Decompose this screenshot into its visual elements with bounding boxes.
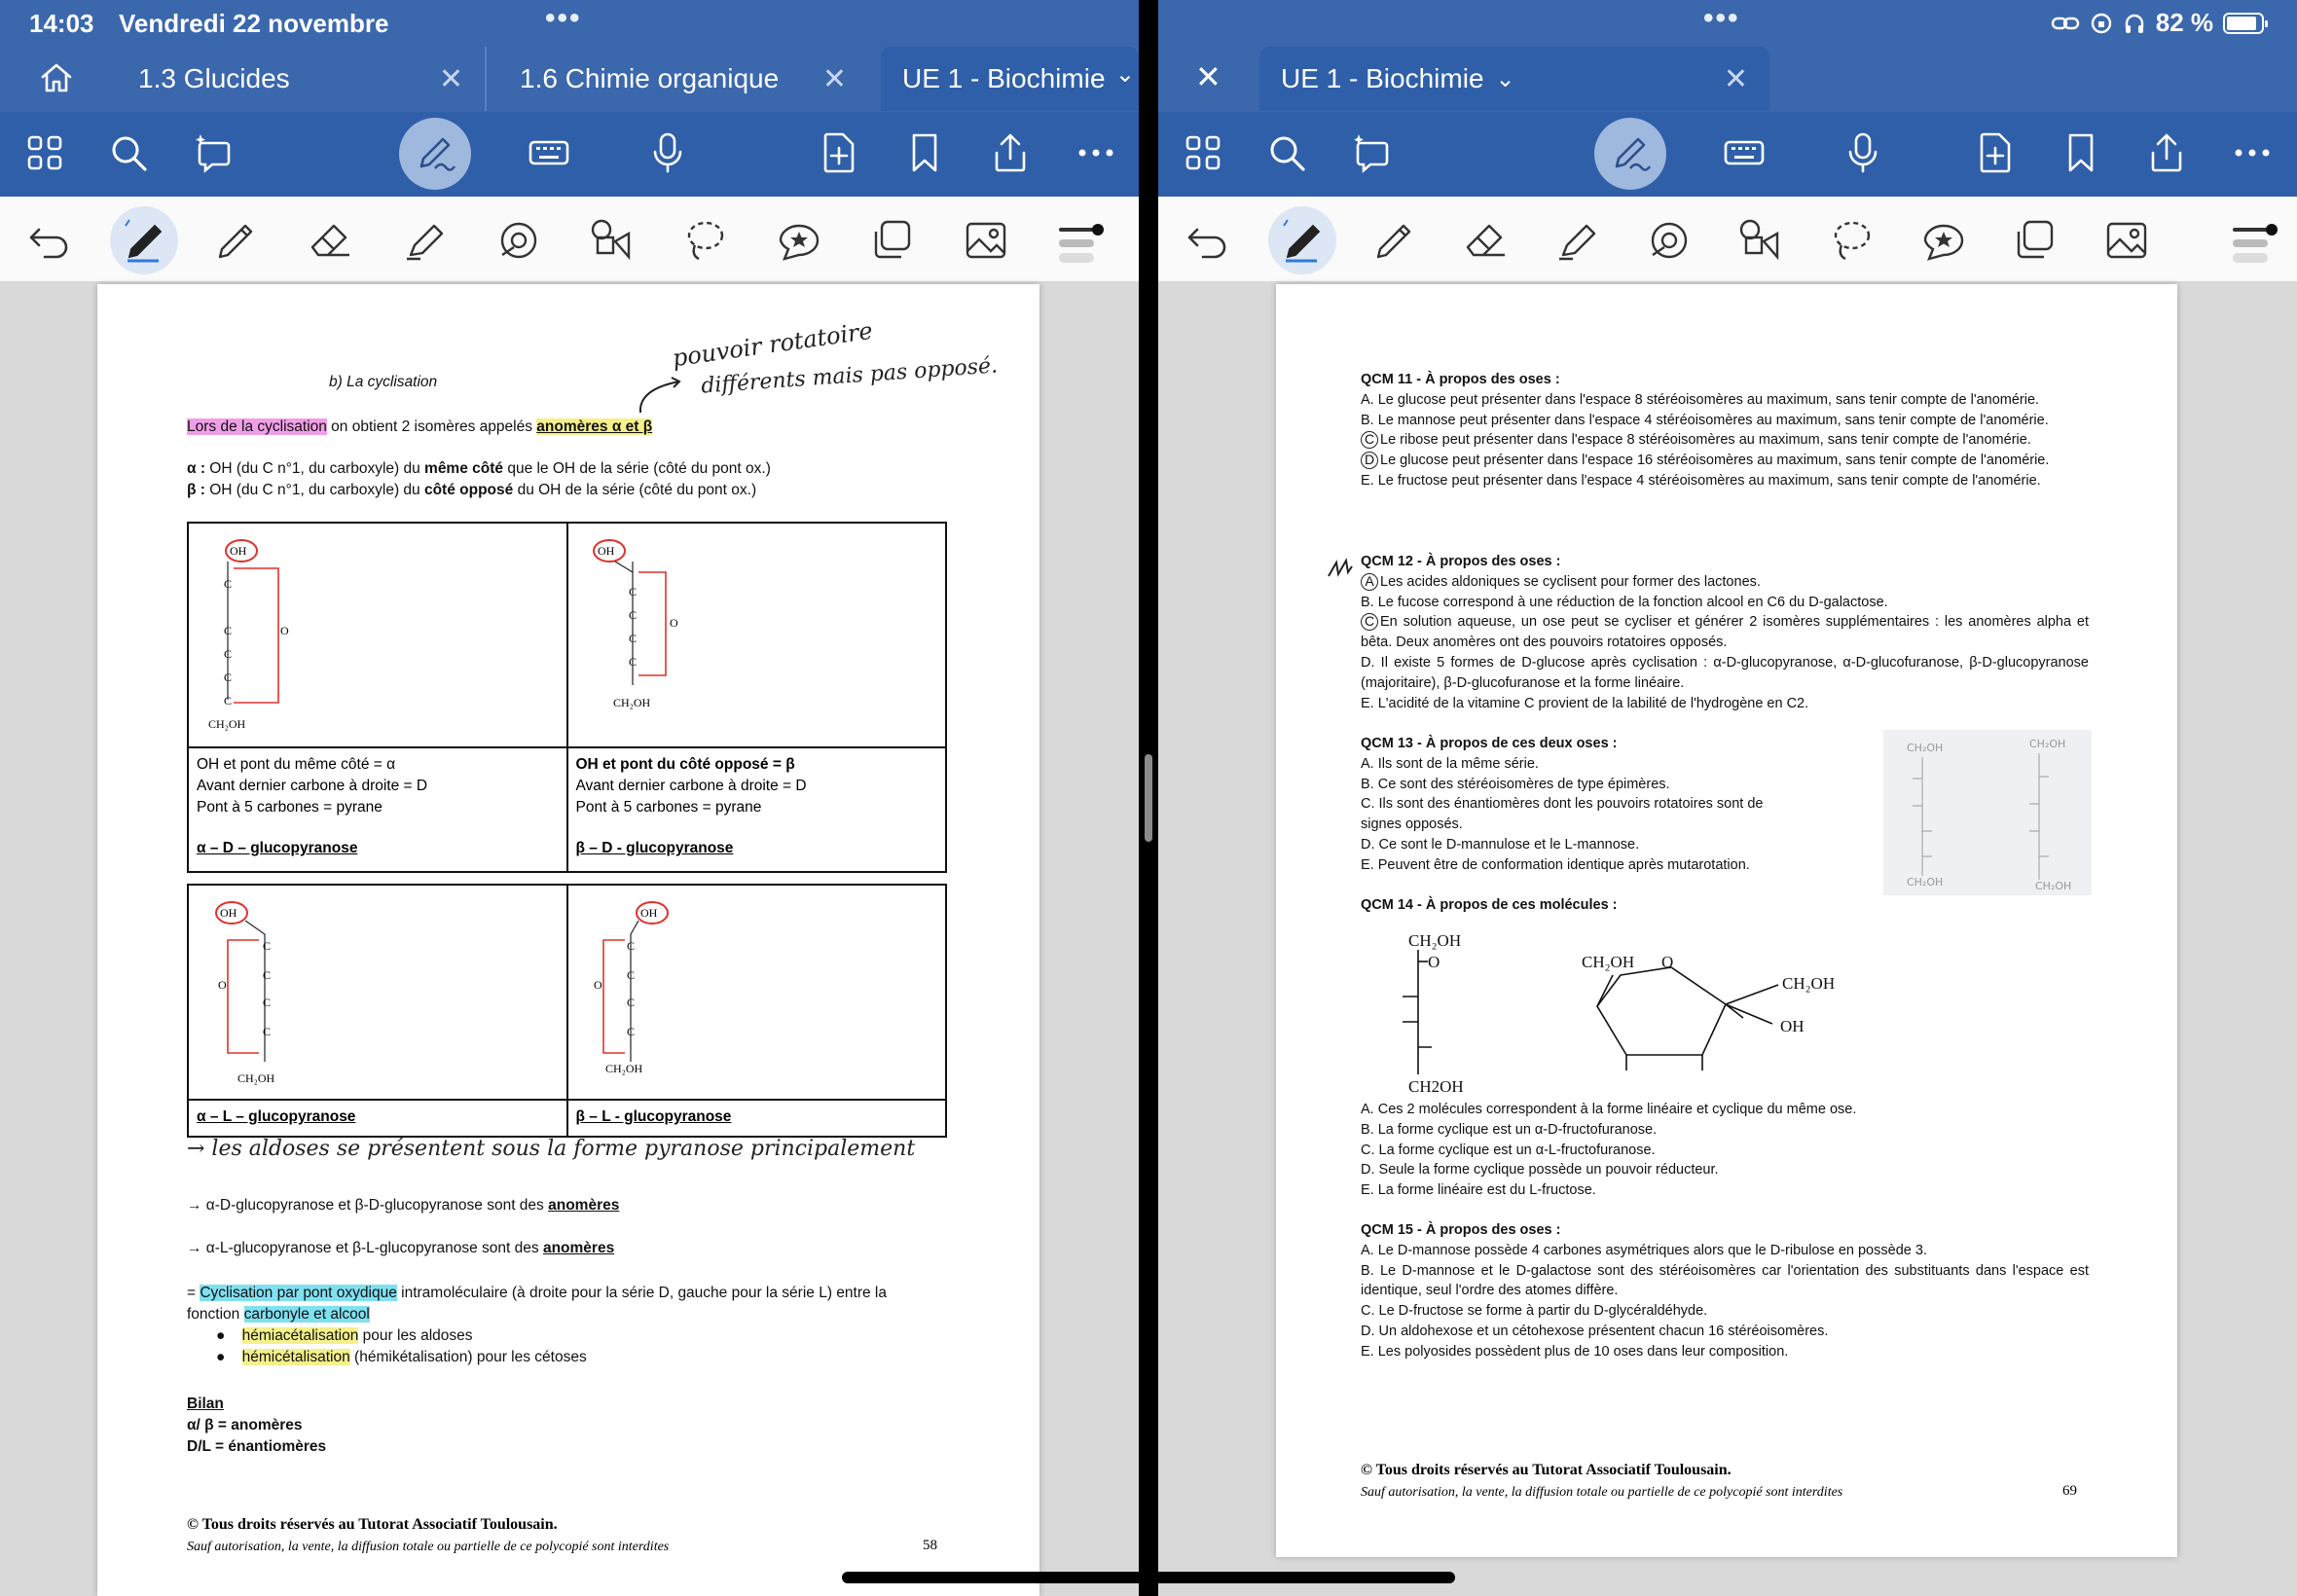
molecule-label: CH2OH: [1408, 1077, 1464, 1096]
structure-c-label: C: [224, 624, 233, 637]
multitask-dots-icon[interactable]: •••: [545, 2, 582, 34]
beta-text-2: du OH de la série (côté du pont ox.): [513, 482, 757, 498]
chevron-down-icon[interactable]: ⌄: [1495, 65, 1515, 92]
structure-c-label: C: [628, 632, 637, 645]
right-tab-bar: [1158, 47, 2297, 111]
qcm-title: QCM 12 - À propos des oses :: [1361, 554, 1561, 569]
structure-c-label: C: [626, 996, 635, 1009]
pen-style-icon[interactable]: [1055, 216, 1104, 265]
beta-d-structure-cell: [567, 523, 947, 747]
alpha-l-structure: [197, 891, 333, 1086]
qcm-option: [1361, 430, 2089, 451]
structure-c-label: C: [628, 608, 637, 622]
beta-definition: [187, 482, 756, 499]
anomeres-l-text: → α-L-glucopyranose et β-L-glucopyranose sont des: [187, 1240, 543, 1256]
close-icon[interactable]: ✕: [438, 63, 463, 95]
qcm-option: B. La forme cyclique est un α-D-fructofuranose.: [1361, 1121, 1658, 1138]
handwritten-note-rotatoire: pouvoir rotatoire: [671, 316, 875, 373]
keyboard-icon[interactable]: [528, 131, 570, 174]
footer-notice: Sauf autorisation, la vente, la diffusion totale ou partielle de ce polycopié sont interdites: [1361, 1485, 1843, 1500]
bilan-title: Bilan: [187, 1396, 224, 1412]
lasso-icon[interactable]: [1828, 216, 1877, 265]
structure-o-label: O: [669, 616, 678, 630]
structure-ch2oh-label: CH₂OH: [2035, 880, 2072, 892]
qcm-option: E. Peuvent être de conformation identique après mutarotation.: [1361, 856, 1750, 873]
cell-b-line2: Avant dernier carbone à droite = D: [575, 778, 807, 794]
bullet2-highlight: hémicétalisation: [241, 1349, 350, 1365]
qcm-option: E. L'acidité de la vitamine C provient de la labilité de l'hydrogène en C2.: [1361, 695, 1809, 711]
cycl-rest: intramoléculaire (à droite pour la série D, gauche pour la série L) entre la: [396, 1285, 887, 1301]
cell-a-line2: Avant dernier carbone à droite = D: [197, 778, 428, 794]
qcm-option-text: Les acides aldoniques se cyclisent pour former des lactones.: [1380, 573, 1761, 590]
shapes-tool-icon[interactable]: [588, 216, 637, 265]
search-icon[interactable]: [1265, 131, 1308, 174]
status-indicators: [2051, 8, 2264, 38]
circled-answer: C: [1361, 431, 1378, 449]
right-drawing-toolbar: [1158, 197, 2297, 282]
pen-icon: [1609, 131, 1652, 174]
close-icon[interactable]: ✕: [1195, 59, 1221, 94]
undo-icon[interactable]: [25, 216, 74, 265]
qcm-title: QCM 11 - À propos des oses :: [1361, 372, 1560, 387]
structure-c-label: C: [626, 968, 635, 982]
l-glucopyranose-table: [187, 884, 947, 1138]
undo-icon[interactable]: [1184, 216, 1232, 265]
structure-ch2oh-label: CH₂OH: [1907, 876, 1944, 889]
structure-o-label: O: [593, 978, 602, 992]
structure-c-label: C: [224, 694, 233, 707]
grid-icon[interactable]: [1182, 131, 1224, 174]
qcm14-title: QCM 14 - À propos de ces molécules :: [1361, 897, 1618, 913]
left-pane: [0, 0, 1139, 1596]
anomeres-line-d: [187, 1197, 619, 1215]
anomeres-word: anomères: [548, 1197, 620, 1214]
structure-ch2oh-label: CH₂OH: [1907, 742, 1944, 754]
molecule-label: CH₂OH: [1782, 974, 1836, 993]
pencil-icon[interactable]: [212, 216, 261, 265]
cycl-line2-highlight: carbonyle et alcool: [243, 1306, 370, 1323]
cycl-highlight: Cyclisation par pont oxydique: [200, 1285, 397, 1301]
circled-answer: C: [1361, 613, 1378, 631]
structure-c-label: C: [224, 577, 233, 591]
qcm-option: A. Le glucose peut présenter dans l'espace 8 stéréoisomères au maximum, sans tenir compte de l'anomérie.: [1361, 391, 2040, 408]
left-document-page[interactable]: [97, 284, 1039, 1596]
anomeres-line-l: [187, 1240, 614, 1257]
cell-c-name: α – L – glucopyranose: [188, 1100, 567, 1137]
structure-c-label: C: [626, 939, 635, 953]
structure-c-label: C: [626, 1025, 635, 1038]
bullet2-rest: (hémikétalisation) pour les cétoses: [349, 1349, 587, 1365]
qcm14-molecules-diagram: [1393, 928, 1836, 1096]
qcm13-molecules-image: [1883, 730, 2092, 895]
right-app-header: [1158, 0, 2297, 197]
bilan-line1: α/ β = anomères: [187, 1417, 303, 1433]
qcm-option: D. Il existe 5 formes de D-glucose après cyclisation : α-D-glucopyranose, α-D-glucofuranose, β-D-glucopyranose (majoritaire), β-D-glucofuranose et la forme linéaire.: [1361, 654, 2089, 691]
cell-d-name: β – L - glucopyranose: [567, 1100, 947, 1137]
qcm-option: B. Le D-mannose et le D-galactose sont des stéréoisomères car l'orientation des substituants dans l'espace est identique, seul l'ordre des atomes diffère.: [1361, 1262, 2089, 1299]
molecule-label: O: [1661, 953, 1674, 971]
qcm-15: [1361, 1220, 2089, 1362]
qcm-option: D. Seule la forme cyclique possède un pouvoir réducteur.: [1361, 1162, 1719, 1179]
cell-b-line3: Pont à 5 carbones = pyrane: [575, 799, 762, 816]
hemiacetal-list: [216, 1325, 587, 1368]
beta-bold: côté opposé: [423, 482, 514, 498]
left-main-toolbar: [0, 112, 1139, 197]
qcm-option: B. Le fucose correspond à une réduction de la fonction alcool en C6 du D-galactose.: [1361, 594, 1888, 610]
structure-c-label: C: [263, 939, 272, 953]
cell-b-name: β – D - glucopyranose: [575, 840, 734, 856]
pen-tool-icon: [120, 216, 168, 265]
beta-l-structure-cell: [567, 885, 947, 1100]
bilan-line2: D/L = énantiomères: [187, 1438, 327, 1455]
qcm-option: C. Le D-fructose se forme à partir du D-glycéraldéhyde.: [1361, 1303, 1708, 1320]
tab-label: UE 1 - Biochimie: [1281, 63, 1484, 93]
cell-b-line1: OH et pont du côté opposé = β: [575, 756, 795, 773]
cyclisation-paragraph: [187, 1283, 956, 1325]
home-indicator[interactable]: [842, 1572, 1455, 1583]
page-number: 69: [2062, 1483, 2077, 1499]
add-page-icon[interactable]: [818, 131, 860, 174]
home-icon[interactable]: [39, 60, 74, 95]
alpha-l-structure-cell: [188, 885, 567, 1100]
structure-oh-label: OH: [220, 906, 237, 920]
sticker-icon[interactable]: [775, 216, 823, 265]
qcm-option-text: Le glucose peut présenter dans l'espace 16 stéréoisomères au maximum, sans tenir compte de l'anomérie.: [1380, 453, 2050, 469]
list-item: ● hémiacétalisation pour les aldoses: [216, 1327, 473, 1344]
ai-assistant-icon[interactable]: [1351, 131, 1394, 174]
pencil-icon[interactable]: [1370, 216, 1419, 265]
structure-c-label: C: [224, 671, 233, 684]
qcm-option: E. Le fructose peut présenter dans l'espace 4 stéréoisomères au maximum, sans tenir compte de l'anomérie.: [1361, 472, 2041, 489]
section-title: b) La cyclisation: [329, 374, 438, 390]
structure-c-label: C: [263, 996, 272, 1009]
beta-l-structure: [576, 891, 712, 1086]
structure-c-label: C: [224, 647, 233, 661]
eraser-icon[interactable]: [307, 216, 355, 265]
structure-ch2oh-label: CH₂OH: [208, 717, 246, 731]
highlighter-icon[interactable]: [1553, 216, 1602, 265]
structure-ch2oh-label: CH₂OH: [2029, 738, 2066, 750]
shapes-tool-icon[interactable]: [1736, 216, 1785, 265]
alpha-d-structure: [197, 529, 333, 734]
tab-label: UE 1 - Biochimie: [902, 63, 1106, 93]
sticker-icon[interactable]: [1919, 216, 1968, 265]
bookmark-icon[interactable]: [903, 131, 946, 174]
anomeres-word: anomères: [542, 1240, 615, 1256]
qcm-title: QCM 13 - À propos de ces deux oses :: [1361, 736, 1618, 751]
tab-label: 1.6 Chimie organique: [520, 63, 780, 93]
alpha-bold: même côté: [424, 460, 504, 477]
structure-c-label: C: [263, 968, 272, 982]
cell-a-line3: Pont à 5 carbones = pyrane: [197, 799, 383, 816]
alpha-text-2: que le OH de la série (côté du pont ox.): [503, 460, 771, 477]
split-view-handle[interactable]: [1145, 754, 1152, 842]
alpha-d-description: [188, 747, 567, 872]
tab-chimie-organique[interactable]: [498, 47, 868, 111]
footer-copyright: © Tous droits réservés au Tutorat Associatif Toulousain.: [1361, 1462, 1732, 1478]
left-drawing-toolbar: [0, 197, 1139, 282]
structure-ch2oh-label: CH₂OH: [604, 1062, 642, 1075]
status-time: 14:03: [29, 9, 94, 38]
right-document-page[interactable]: [1276, 284, 2177, 1557]
status-bar-left: [0, 0, 1139, 45]
left-app-header: [0, 0, 1139, 197]
left-tab-bar: [0, 47, 1139, 111]
qcm-option-text: Le ribose peut présenter dans l'espace 8 stéréoisomères au maximum, sans tenir compte de l'anomérie.: [1380, 432, 2031, 449]
share-icon[interactable]: [989, 131, 1032, 174]
page-number: 58: [923, 1538, 937, 1553]
bilan-block: [187, 1394, 326, 1458]
qcm-14-options: [1361, 1100, 2089, 1201]
anomeres-d-text: → α-D-glucopyranose et β-D-glucopyranose sont des: [187, 1197, 549, 1214]
qcm-13: [1361, 734, 1799, 876]
handwritten-arrow-icon: [631, 370, 689, 418]
battery-percent: 82 %: [2155, 8, 2213, 37]
beta-d-description: [567, 747, 947, 872]
cell-a-line1: OH et pont du même côté = α: [197, 756, 396, 773]
tab-glucides[interactable]: [117, 47, 487, 111]
qcm-option: B. Le mannose peut présenter dans l'espace 4 stéréoisomères au maximum, sans tenir compte de l'anomérie.: [1361, 412, 2049, 428]
alpha-text-1: OH (du C n°1, du carboxyle) du: [205, 460, 425, 477]
list-item: ● hémicétalisation (hémikétalisation) pour les cétoses: [216, 1349, 587, 1365]
alpha-definition: [187, 460, 771, 478]
footer-notice: Sauf autorisation, la vente, la diffusion totale ou partielle de ce polycopié sont interdites: [187, 1540, 670, 1554]
handwritten-note-different: différents mais pas opposé.: [700, 353, 999, 399]
molecule-label: OH: [1780, 1017, 1805, 1035]
beta-text-1: OH (du C n°1, du carboxyle) du: [204, 482, 424, 498]
more-options-icon[interactable]: [1075, 131, 1117, 174]
ai-assistant-icon[interactable]: [193, 131, 236, 174]
eraser-icon[interactable]: [1462, 216, 1511, 265]
intro-line: [187, 418, 652, 436]
tab-ue1-biochimie[interactable]: [881, 47, 1139, 111]
alpha-label: α :: [187, 460, 205, 477]
footer-copyright: © Tous droits réservés au Tutorat Associatif Toulousain.: [187, 1516, 558, 1533]
structure-o-label: O: [280, 624, 289, 637]
bookmark-icon[interactable]: [2060, 131, 2102, 174]
qcm-option: E. Les polyosides possèdent plus de 10 oses dans leur composition.: [1361, 1343, 1789, 1360]
molecule-label: O: [1428, 953, 1440, 971]
rotation-lock-icon: [2090, 12, 2113, 35]
battery-icon: [2223, 13, 2264, 34]
beta-d-structure: [576, 529, 712, 734]
qcm-option: D. Ce sont le D-mannulose et le L-mannose.: [1361, 836, 1640, 852]
microphone-icon[interactable]: [1841, 131, 1884, 174]
qcm-option-text: En solution aqueuse, un ose peut se cycliser et générer 2 isomères supplémentaires : les anomères alpha et bêta. Deux anomères ont des pouvoirs rotatoires opposés.: [1361, 614, 2089, 651]
structure-c-label: C: [628, 585, 637, 598]
share-icon[interactable]: [2145, 131, 2188, 174]
qcm-option: A. Ils sont de la même série.: [1361, 755, 1539, 772]
add-page-icon[interactable]: [1974, 131, 2017, 174]
lasso-icon[interactable]: [681, 216, 730, 265]
status-date: Vendredi 22 novembre: [119, 9, 389, 38]
structure-oh-label: OH: [639, 906, 657, 920]
qcm-11: [1361, 370, 2089, 491]
structure-ch2oh-label: CH₂OH: [612, 696, 650, 709]
right-pane: [1158, 0, 2297, 1596]
structure-o-label: O: [218, 978, 227, 992]
multitask-dots-icon[interactable]: •••: [1703, 2, 1740, 34]
structure-c-label: C: [263, 1025, 272, 1038]
shapes-icon[interactable]: [1645, 216, 1694, 265]
circled-answer: A: [1361, 573, 1378, 591]
shapes-icon[interactable]: [494, 216, 543, 265]
molecule-label: CH₂OH: [1582, 953, 1635, 971]
search-icon[interactable]: [107, 131, 150, 174]
close-icon[interactable]: ✕: [1723, 63, 1748, 95]
qcm-12: [1361, 552, 2089, 713]
cycl-line2-prefix: fonction: [187, 1306, 244, 1323]
copy-element-icon[interactable]: [2011, 216, 2060, 265]
right-main-toolbar: [1158, 112, 2297, 197]
qcm-option: E. La forme linéaire est du L-fructose.: [1361, 1182, 1596, 1199]
handwritten-mark-icon: [1325, 555, 1356, 586]
qcm-option: A. Ces 2 molécules correspondent à la forme linéaire et cyclique du même ose.: [1361, 1102, 1857, 1117]
qcm-option: B. Ce sont des stéréoisomères de type épimères.: [1361, 776, 1670, 792]
headphones-icon: [2123, 12, 2146, 35]
tab-label: 1.3 Glucides: [138, 63, 290, 93]
qcm-option: C. La forme cyclique est un α-L-fructofuranose.: [1361, 1142, 1656, 1158]
more-options-icon[interactable]: [2231, 131, 2274, 174]
status-bar-right: [1158, 0, 2297, 45]
intro-highlight: Lors de la cyclisation: [187, 418, 327, 435]
image-icon[interactable]: [2102, 216, 2151, 265]
pen-style-icon[interactable]: [2229, 216, 2278, 265]
molecule-label: CH₂OH: [1408, 931, 1462, 950]
qcm-option: C. Ils sont des énantiomères dont les pouvoirs rotatoires sont de signes opposés.: [1361, 796, 1764, 833]
image-icon[interactable]: [962, 216, 1010, 265]
structure-c-label: C: [628, 655, 637, 669]
structure-ch2oh-label: CH₂OH: [237, 1071, 275, 1085]
highlighter-icon[interactable]: [401, 216, 450, 265]
pen-icon: [414, 131, 456, 174]
chevron-down-icon[interactable]: ⌄: [1114, 61, 1135, 88]
bullet1-rest: pour les aldoses: [358, 1327, 473, 1344]
intro-mid: on obtient 2 isomères appelés: [326, 418, 537, 435]
qcm-title: QCM 15 - À propos des oses :: [1361, 1222, 1561, 1238]
microphone-icon[interactable]: [646, 131, 689, 174]
close-icon[interactable]: ✕: [821, 63, 847, 95]
pen-tool-icon: [1278, 216, 1327, 265]
qcm-option: [1361, 612, 2089, 653]
intro-anomeres: anomères α et β: [536, 418, 653, 435]
keyboard-icon[interactable]: [1723, 131, 1766, 174]
structure-oh-label: OH: [597, 544, 614, 558]
beta-label: β :: [187, 482, 205, 498]
qcm-option: D. Un aldohexose et un cétohexose présentent chacun 16 stéréoisomères.: [1361, 1323, 1829, 1339]
bullet1-highlight: hémiacétalisation: [241, 1327, 359, 1344]
handwritten-note-pyranose: → les aldoses se présentent sous la forme pyranose principalement: [187, 1137, 916, 1161]
qcm-option: A. Le D-mannose possède 4 carbones asymétriques alors que le D-ribulose en possède 3.: [1361, 1242, 1927, 1258]
link-icon: [2051, 13, 2080, 34]
alpha-d-structure-cell: [188, 523, 567, 747]
copy-element-icon[interactable]: [868, 216, 917, 265]
grid-icon[interactable]: [23, 131, 66, 174]
tab-ue1-biochimie-right[interactable]: [1259, 47, 1769, 111]
structure-oh-label: OH: [230, 544, 247, 558]
circled-answer: D: [1361, 452, 1378, 469]
qcm-option: [1361, 451, 2089, 471]
qcm-option: [1361, 572, 2089, 593]
cell-a-name: α – D – glucopyranose: [197, 840, 358, 856]
cycl-prefix: =: [187, 1285, 201, 1301]
d-glucopyranose-table: [187, 522, 947, 873]
